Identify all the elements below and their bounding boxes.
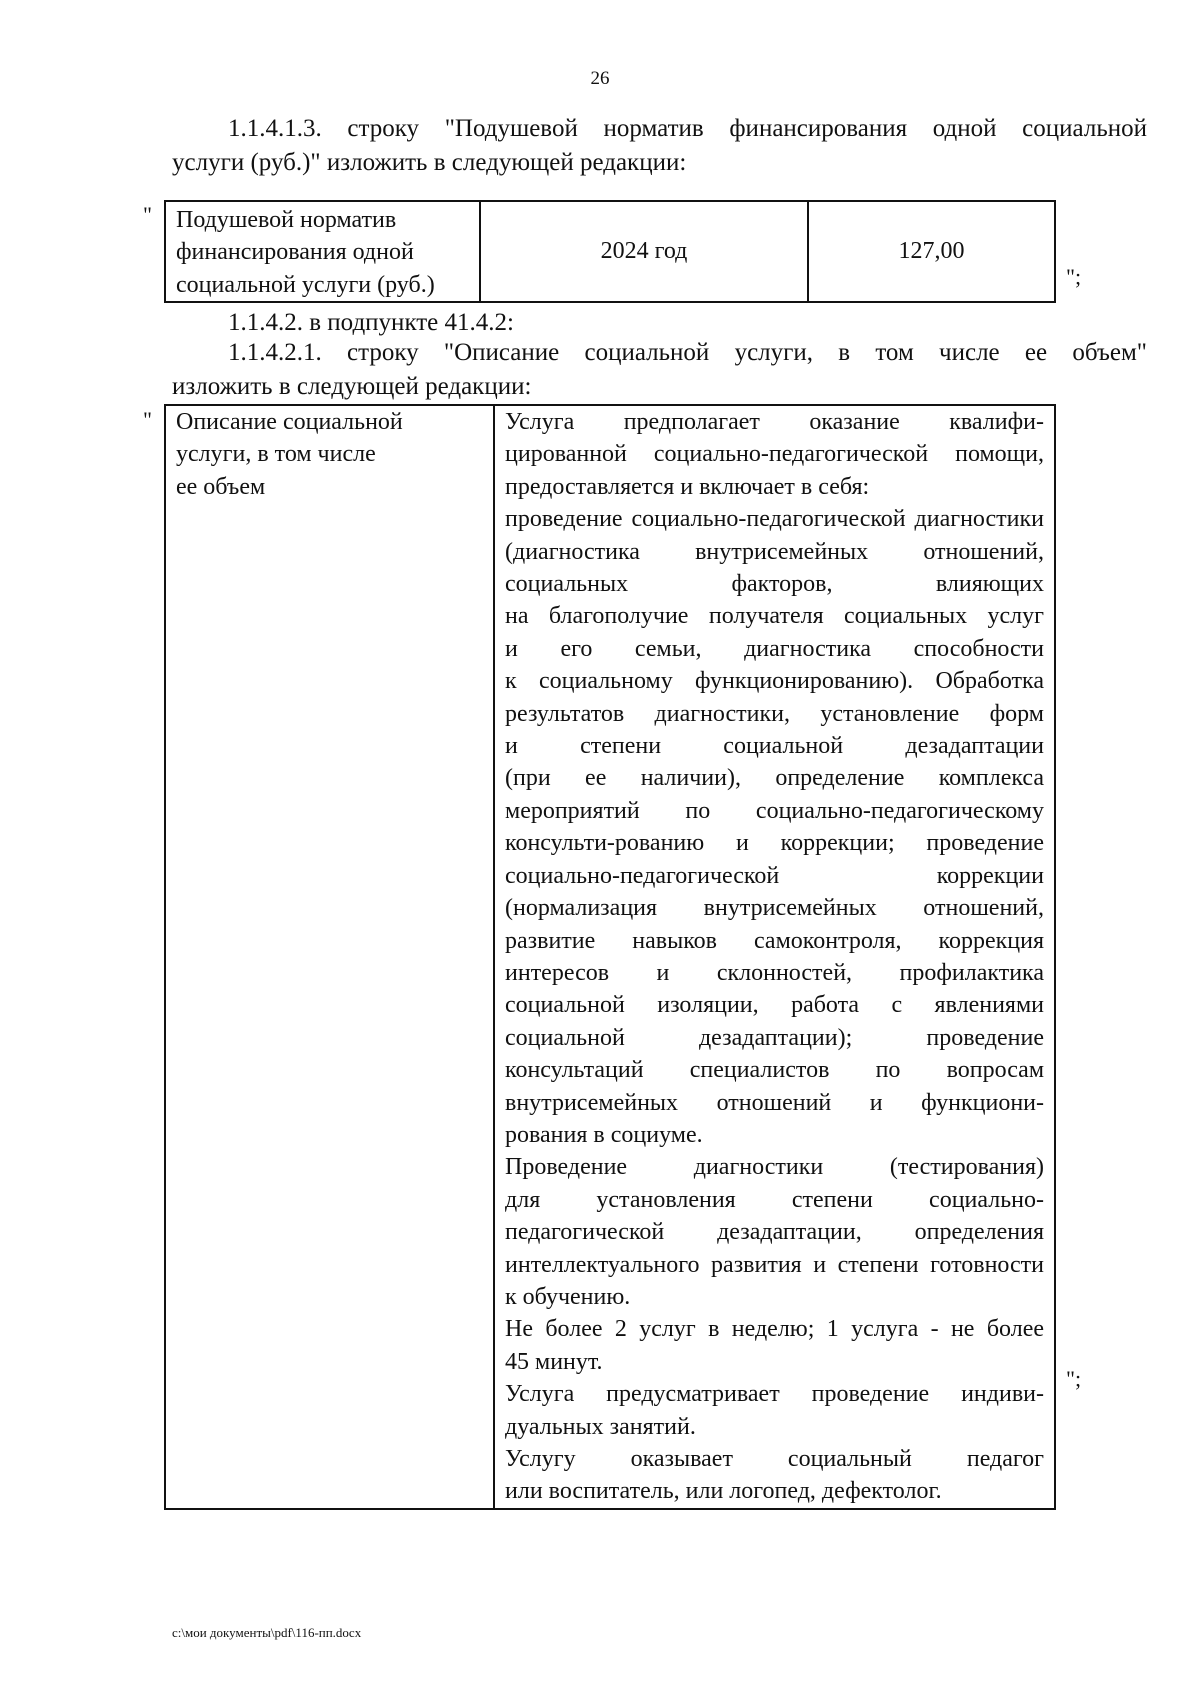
paragraph-1-1-4-1-3 xyxy=(172,112,1147,180)
paragraph-line: изложить в следующей редакции: xyxy=(172,373,532,400)
cell-line: финансирования одной xyxy=(176,239,414,266)
file-path-footer: c:\мои документы\pdf\116-пп.docx xyxy=(172,1625,362,1640)
description-line: социально-педагогической коррекции xyxy=(505,862,1044,889)
paragraph-1-1-4-2 xyxy=(172,306,1147,340)
description-line: и степени социальной дезадаптации xyxy=(505,733,1044,760)
description-line: рования в социуме. xyxy=(505,1121,703,1148)
description-text-cell xyxy=(494,405,1055,1509)
description-line: 45 минут. xyxy=(505,1348,603,1375)
description-line: цированной социально-педагогической помощи, xyxy=(505,441,1044,468)
description-line: к социальному функционированию). Обработка xyxy=(505,668,1044,695)
description-line: развитие навыков самоконтроля, коррекция xyxy=(505,927,1044,954)
description-line: Услугу оказывает социальный педагог xyxy=(505,1446,1044,1472)
description-line: на благополучие получателя социальных услуг xyxy=(505,603,1044,630)
description-line: дуальных занятий. xyxy=(505,1413,696,1440)
year-cell: 2024 год xyxy=(480,201,808,302)
description-line: (при ее наличии), определение комплекса xyxy=(505,765,1044,792)
open-quote: " xyxy=(143,202,152,227)
description-line: Услуга предусматривает проведение индиви- xyxy=(505,1381,1044,1408)
description-line: к обучению. xyxy=(505,1283,631,1310)
description-line: мероприятий по социально-педагогическому xyxy=(505,797,1044,824)
description-name-cell xyxy=(165,405,494,1509)
cell-line: ее объем xyxy=(176,473,266,500)
paragraph-line: 1.1.4.2.1. строку "Описание социальной услуги, в том числе ее объем" xyxy=(228,339,1147,366)
description-line: проведение социально-педагогической диагностики xyxy=(505,506,1044,533)
description-table xyxy=(164,404,1056,1510)
description-line: консульти-рованию и коррекции; проведение xyxy=(505,830,1044,857)
paragraph-line: 1.1.4.1.3. строку "Подушевой норматив финансирования одной социальной xyxy=(228,115,1147,142)
close-quote: "; xyxy=(1066,264,1082,289)
description-line: Проведение диагностики (тестирования) xyxy=(505,1154,1044,1181)
description-line: предоставляется и включает в себя: xyxy=(505,473,870,500)
cell-line: Подушевой норматив xyxy=(176,207,397,233)
description-line: социальной изоляции, работа с явлениями xyxy=(505,992,1044,1019)
normative-name-cell xyxy=(165,201,480,302)
description-line: Услуга предполагает оказание квалифи- xyxy=(505,409,1044,435)
open-quote: " xyxy=(143,407,152,432)
description-line: внутрисемейных отношений и функциони- xyxy=(505,1089,1044,1116)
description-line: (нормализация внутрисемейных отношений, xyxy=(505,895,1044,922)
description-line: социальной дезадаптации); проведение xyxy=(505,1024,1044,1051)
description-line: или воспитатель, или логопед, дефектолог. xyxy=(505,1478,942,1505)
description-line: интересов и склонностей, профилактика xyxy=(505,959,1044,986)
page-number: 26 xyxy=(590,68,610,89)
close-quote: "; xyxy=(1066,1366,1082,1391)
description-line: и его семьи, диагностика способности xyxy=(505,635,1044,662)
paragraph-line: 1.1.4.2. в подпункте 41.4.2: xyxy=(228,309,514,336)
description-line: результатов диагностики, установление форм xyxy=(505,700,1044,727)
description-line: интеллектуального развития и степени готовности xyxy=(505,1251,1044,1278)
cell-line: услуги, в том числе xyxy=(176,441,376,468)
description-line: консультаций специалистов по вопросам xyxy=(505,1057,1044,1084)
value-cell: 127,00 xyxy=(808,201,1055,302)
description-line: для установления степени социально- xyxy=(505,1186,1044,1213)
cell-line: Описание социальной xyxy=(176,409,403,435)
description-line: Не более 2 услуг в неделю; 1 услуга - не более xyxy=(505,1316,1044,1343)
cell-line: социальной услуги (руб.) xyxy=(176,271,435,298)
description-line: социальных факторов, влияющих xyxy=(505,571,1044,598)
description-line: педагогической дезадаптации, определения xyxy=(505,1219,1044,1246)
paragraph-line: услуги (руб.)" изложить в следующей редакции: xyxy=(172,149,687,176)
description-line: (диагностика внутрисемейных отношений, xyxy=(505,538,1044,565)
normative-table xyxy=(164,200,1056,303)
paragraph-1-1-4-2-1 xyxy=(172,336,1147,404)
